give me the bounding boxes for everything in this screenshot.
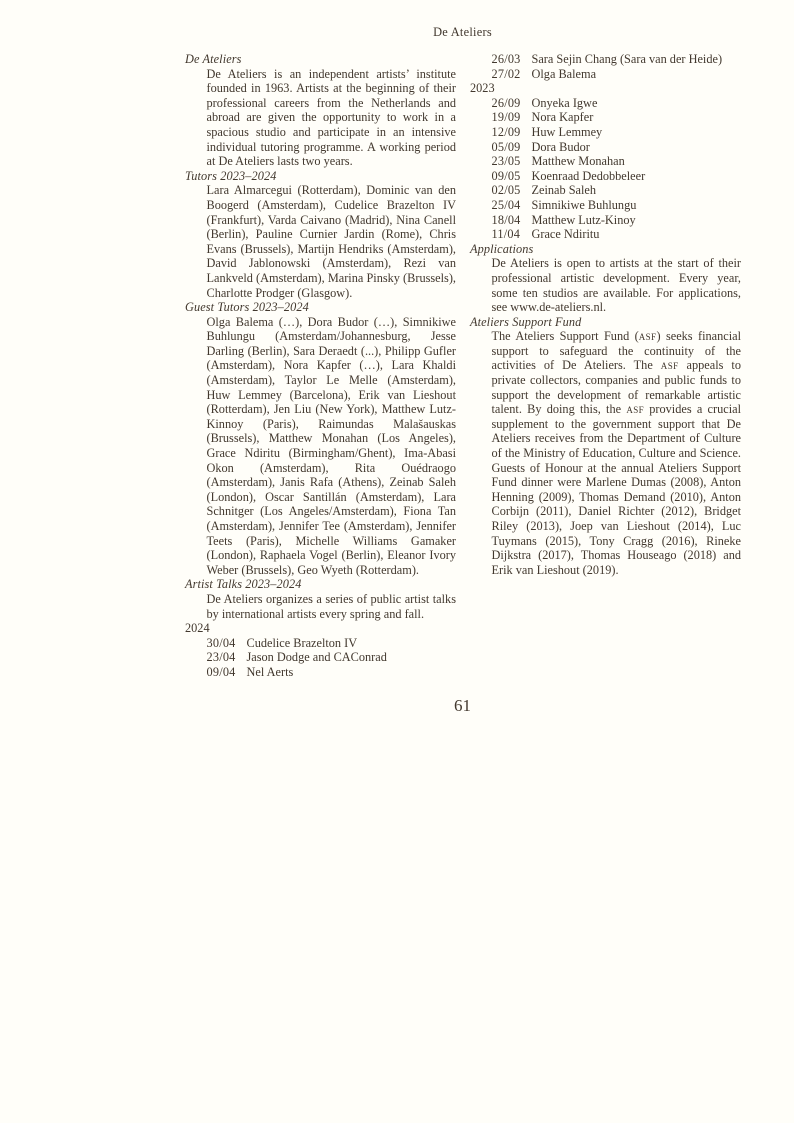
talk-event-row bbox=[470, 169, 741, 184]
page-number: 61 bbox=[454, 696, 471, 715]
event-name: Cudelice Brazelton IV bbox=[246, 635, 358, 650]
event-date: 26/03 bbox=[491, 52, 521, 66]
event-name: Koenraad Dedobbeleer bbox=[531, 168, 646, 183]
event-name: Sara Sejin Chang (Sara van der Heide) bbox=[531, 52, 723, 66]
event-name: Simnikiwe Buhlungu bbox=[531, 197, 637, 212]
paragraph-tutors: Lara Almarcegui (Rotterdam), Dominic van den Boogerd (Amsterdam), Cudelice Brazelton IV (Frankfurt), Varda Caivano (Madrid), Nina Canell (Berlin), Pauline Curnier Jardin (Rome), Chris Evans (Brussels), Martijn Hendriks (Amsterdam), David Jablonowski (Amsterdam), Rezi van Lankveld (Amsterdam), Marina Pinsky (Brussels), Charlotte Prodger (Glasgow). bbox=[206, 183, 456, 300]
event-date: 30/04 bbox=[206, 635, 236, 650]
section-heading-about: De Ateliers bbox=[185, 52, 242, 66]
event-name: Dora Budor bbox=[531, 139, 590, 154]
talk-event-row bbox=[185, 650, 456, 665]
section-heading-asf: Ateliers Support Fund bbox=[470, 314, 582, 329]
paragraph-about: De Ateliers is an independent artists’ institute founded in 1963. Artists at the beginning of their professional careers from the Netherlands and abroad are given the opportunity to work in a spacious studio and participate in an intensive individual tutoring programme. A working period at De Ateliers lasts two years. bbox=[206, 66, 456, 169]
event-date: 19/09 bbox=[491, 110, 521, 125]
talk-event-row bbox=[470, 110, 741, 125]
event-date: 09/04 bbox=[206, 664, 236, 679]
event-date: 11/04 bbox=[491, 227, 521, 242]
section-heading-tutors: Tutors 2023–2024 bbox=[185, 168, 277, 183]
talk-event-row bbox=[470, 198, 741, 213]
talk-event-row bbox=[470, 125, 741, 140]
year-label-2024: 2024 bbox=[185, 621, 210, 636]
event-date: 09/05 bbox=[491, 168, 521, 183]
event-date: 25/04 bbox=[491, 197, 521, 212]
event-name: Huw Lemmey bbox=[531, 124, 603, 139]
talk-event-row bbox=[470, 67, 741, 82]
event-name: Zeinab Saleh bbox=[531, 183, 597, 198]
paragraph-asf: The Ateliers Support Fund (asf) seeks financial support to safeguard the continuity of the activities of De Ateliers. The asf appeals to private collectors, companies and public funds to support the development of remarkable artistic talent. By doing this, the asf provides a crucial supplement to the government support that De Ateliers receives from the Department of Culture of the Ministry of Education, Culture and Science. Guests of Honour at the annual Ateliers Support Fund dinner were Marlene Dumas (2008), Anton Henning (2009), Thomas Demand (2010), Anton Corbijn (2011), Daniel Richter (2012), Bridget Riley (2013), Joep van Lieshout (2014), Luc Tuymans (2015), Tony Cragg (2016), Rineke Dijkstra (2017), Thomas Houseago (2018) and Erik van Lieshout (2019). bbox=[491, 329, 742, 577]
talk-event-row bbox=[470, 213, 741, 228]
talk-event-row bbox=[470, 96, 741, 111]
talk-event-row bbox=[470, 154, 741, 169]
paragraph-applications: De Ateliers is open to artists at the start of their professional artistic development. Every year, some ten studios are available. For applications, see www.de-ateliers.nl. bbox=[491, 256, 741, 315]
event-name: Nel Aerts bbox=[246, 664, 294, 679]
talk-event-row bbox=[470, 183, 741, 198]
section-heading-artist-talks: Artist Talks 2023–2024 bbox=[185, 577, 302, 592]
event-date: 05/09 bbox=[491, 139, 521, 154]
event-name: Olga Balema bbox=[531, 66, 597, 81]
event-date: 27/02 bbox=[491, 66, 521, 81]
event-date: 23/04 bbox=[206, 650, 236, 665]
year-label-2023: 2023 bbox=[470, 81, 495, 96]
section-heading-guest-tutors: Guest Tutors 2023–2024 bbox=[185, 300, 309, 315]
left-column bbox=[185, 52, 456, 680]
talk-event-row bbox=[185, 636, 456, 651]
event-name: Jason Dodge and CAConrad bbox=[246, 650, 387, 665]
paragraph-guest-tutors: Olga Balema (…), Dora Budor (…), Simnikiwe Buhlungu (Amsterdam/Johannesburg, Jesse Darling (Berlin), Sara Deraedt (...), Philipp Gufler (Amsterdam), Nora Kapfer (…), Lara Khaldi (Amsterdam), Taylor Le Melle (Amsterdam), Huw Lemmey (Barcelona), Erik van Lieshout (Rotterdam), Jen Liu (New York), Matthew Lutz-Kinnoy (Paris), Raimundas Malašauskas (Brussels), Matthew Monahan (Los Angeles), Grace Ndiritu (Birmingham/Ghent), Ima-Abasi Okon (Amsterdam), Rita Ouédraogo (Amsterdam), Janis Rafa (Athens), Zeinab Saleh (London), Oscar Santillán (Amsterdam), Lara Schnitger (Los Angeles/Amsterdam), Fiona Tan (Amsterdam), Jennifer Tee (Amsterdam), Jennifer Teets (Paris), Michelle Williams Gamaker (London), Raphaela Vogel (Berlin), Eleanor Ivory Weber (Brussels), Geo Wyeth (Rotterdam). bbox=[206, 314, 456, 577]
paragraph-artist-talks-intro: De Ateliers organizes a series of public artist talks by international artists every spring and fall. bbox=[206, 591, 456, 621]
talk-event-row bbox=[470, 52, 741, 67]
event-date: 18/04 bbox=[491, 212, 521, 227]
event-name: Nora Kapfer bbox=[531, 110, 594, 125]
section-heading-applications: Applications bbox=[470, 241, 534, 256]
talk-event-row bbox=[185, 665, 456, 680]
event-name: Matthew Lutz-Kinoy bbox=[531, 212, 636, 227]
event-name: Grace Ndiritu bbox=[531, 227, 600, 242]
event-name: Onyeka Igwe bbox=[531, 95, 598, 110]
right-column bbox=[470, 52, 741, 577]
event-name: Matthew Monahan bbox=[531, 154, 625, 169]
event-date: 12/09 bbox=[491, 124, 521, 139]
running-header: De Ateliers bbox=[433, 25, 492, 39]
event-date: 26/09 bbox=[491, 95, 521, 110]
talk-event-row bbox=[470, 227, 741, 242]
event-date: 02/05 bbox=[491, 183, 521, 198]
event-date: 23/05 bbox=[491, 154, 521, 169]
talk-event-row bbox=[470, 140, 741, 155]
